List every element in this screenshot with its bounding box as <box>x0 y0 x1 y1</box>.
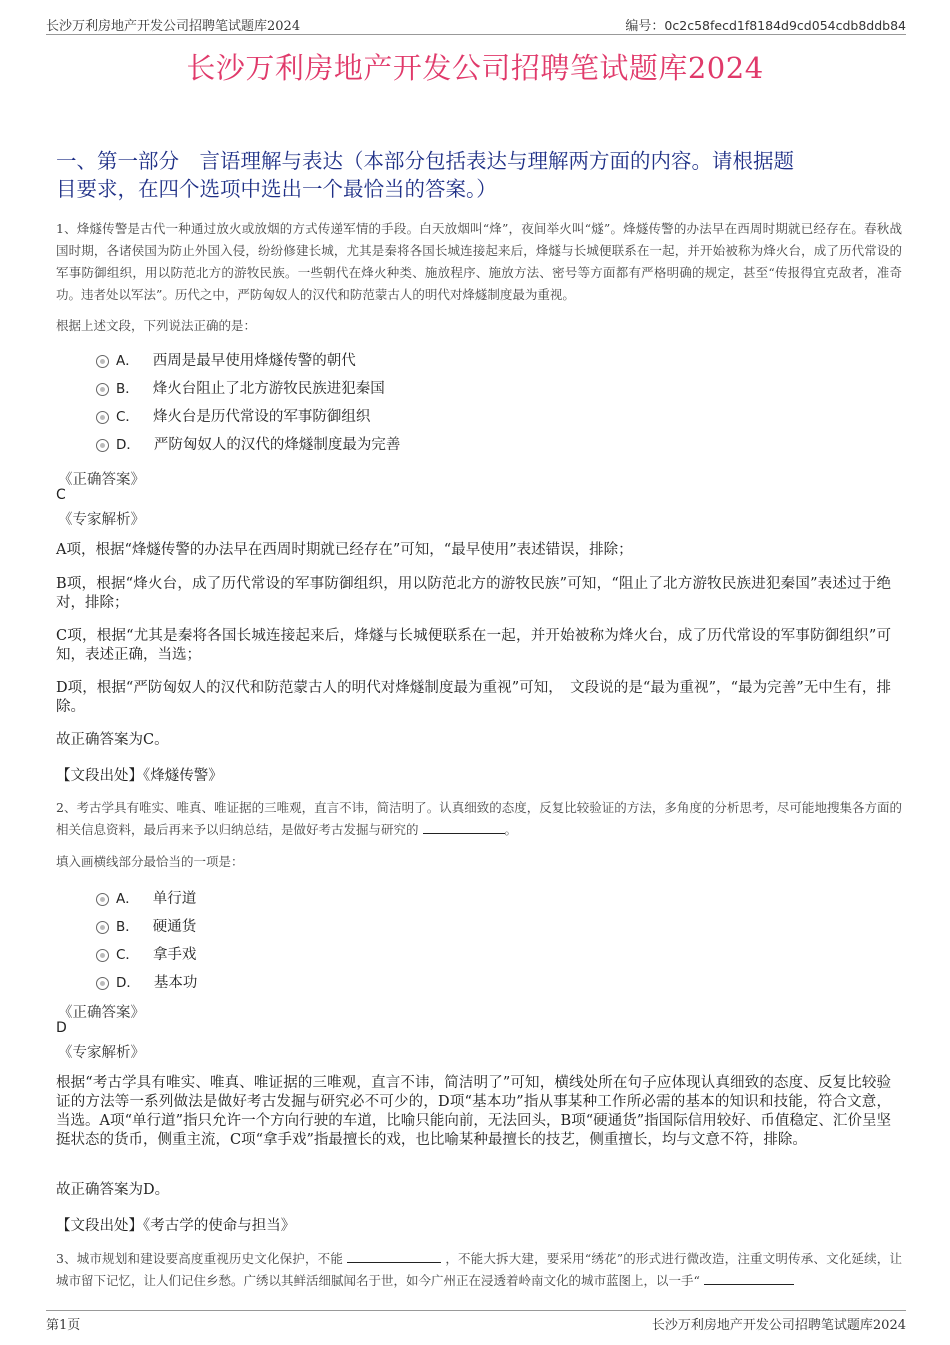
q1-option-c[interactable]: C． 烽火台是历代常设的军事防御组织 <box>96 405 370 427</box>
q2-option-b[interactable]: B． 硬通货 <box>96 915 196 937</box>
radio-icon[interactable] <box>96 439 109 452</box>
radio-icon[interactable] <box>96 977 109 990</box>
q1-source: 【文段出处】《烽燧传警》 <box>56 768 223 784</box>
q2-option-c[interactable]: C． 拿手戏 <box>96 943 196 965</box>
question-1-text: 1、烽燧传警是古代一种通过放火或放烟的方式传递军情的手段。白天放烟叫“烽”，夜间举火叫“燧”。烽燧传警的办法早在西周时期就已经存在。春秋战国时期，各诸侯国为防止外国入侵，纷纷修建长城，尤其是秦将各国长城连接起来后，烽燧与长城便联系在一起，并开始被称为烽火台，成了历代常设的军事防御组织，用以防范北方的游牧民族。一些朝代在烽火种类、施放程序、施放方法、密号等方面都有严格明确的规定，甚至“传报得宜克敌者，准奇功。违者处以军法”。历代之中，严防匈奴人的汉代和防范蒙古人的明代对烽燧制度最为重视。 <box>56 221 902 302</box>
q2-analysis-label: 《专家解析》 <box>58 1045 145 1061</box>
document-title: 长沙万利房地产开发公司招聘笔试题库2024 <box>186 51 764 85</box>
fill-blank <box>704 1272 794 1285</box>
q1-analysis-c: C项，根据“尤其是秦将各国长城连接起来后，烽燧与长城便联系在一起，并开始被称为烽火台，成了历代常设的军事防御组织”可知，表述正确，当选； <box>56 628 891 663</box>
q2-answer: D <box>56 1020 67 1036</box>
question-2-prompt: 填入画横线部分最恰当的一项是： <box>56 854 244 869</box>
footer-doc-title: 长沙万利房地产开发公司招聘笔试题库2024 <box>651 1318 906 1333</box>
q1-analysis-b: B项，根据“烽火台，成了历代常设的军事防御组织，用以防范北方的游牧民族”可知，“阻止了北方游牧民族进犯秦国”表述过于绝对，排除； <box>56 576 891 611</box>
q1-option-a[interactable]: A． 西周是最早使用烽燧传警的朝代 <box>96 349 356 371</box>
header-id-label: 编号： <box>625 19 665 34</box>
q2-answer-label: 《正确答案》 <box>58 1005 145 1021</box>
q1-analysis-label: 《专家解析》 <box>58 512 145 528</box>
q1-option-b[interactable]: B． 烽火台阻止了北方游牧民族进犯秦国 <box>96 377 385 399</box>
q1-analysis-d: D项，根据“严防匈奴人的汉代和防范蒙古人的明代对烽燧制度最为重视”可知， 文段说的是“最为重视”，“最为完善”无中生有，排除。 <box>56 680 891 715</box>
fill-blank <box>347 1250 441 1263</box>
q1-analysis-a: A项，根据“烽燧传警的办法早在西周时期就已经存在”可知，“最早使用”表述错误，排除； <box>56 542 633 558</box>
radio-icon[interactable] <box>96 355 109 368</box>
q2-analysis: 根据“考古学具有唯实、唯真、唯证据的三唯观，直言不讳，简洁明了”可知，横线处所在句子应体现认真细致的态度、反复比较验证的方法等一系列做法是做好考古发掘与研究必不可少的，D项“基本功”指从事某种工作所必需的基本的知识和技能，符合文意，当选。A项“单行道”指只允许一个方向行驶的车道，比喻只能向前，无法回头，B项“硬通货”指国际信用较好、币值稳定、汇价呈坚挺状态的货币，侧重主流，C项“拿手戏”指最擅长的戏，也比喻某种最擅长的技艺，侧重擅长，均与文意不符，排除。 <box>56 1075 891 1148</box>
radio-icon[interactable] <box>96 949 109 962</box>
page-footer <box>46 1310 906 1331</box>
section-heading-line1: 一、第一部分 言语理解与表达（本部分包括表达与理解两方面的内容。请根据题 <box>56 149 794 173</box>
question-3-text: 3、城市规划和建设要高度重视历史文化保护，不能 ，不能大拆大建，要采用“绣花”的形式进行微改造，注重文明传承、文化延续，让城市留下记忆，让人们记住乡愁。广绣以其鲜活细腻闻名于世，如今广州正在浸透着岭南文化的城市蓝图上，以一手“ <box>56 1251 902 1288</box>
page-header <box>46 14 906 35</box>
section-heading <box>56 147 896 203</box>
header-id-code: 0c2c58fecd1f8184d9cd054cdb8ddb84 <box>664 18 906 33</box>
radio-icon[interactable] <box>96 411 109 424</box>
q1-answer: C <box>56 487 66 503</box>
question-1-prompt: 根据上述文段，下列说法正确的是： <box>56 318 257 333</box>
radio-icon[interactable] <box>96 893 109 906</box>
header-doc-id <box>625 15 906 34</box>
footer-page-number: 第1页 <box>46 1318 81 1333</box>
q1-conclusion: 故正确答案为C。 <box>56 732 169 748</box>
q1-option-d[interactable]: D． 严防匈奴人的汉代的烽燧制度最为完善 <box>96 433 400 455</box>
q2-source: 【文段出处】《考古学的使命与担当》 <box>56 1218 296 1234</box>
section-heading-line2: 目要求，在四个选项中选出一个最恰当的答案。） <box>56 177 497 201</box>
question-2-text: 2、考古学具有唯实、唯真、唯证据的三唯观，直言不讳，简洁明了。认真细致的态度，反复比较验证的方法，多角度的分析思考，尽可能地搜集各方面的相关信息资料，最后再来予以归纳总结，是做好考古发掘与研究的 。 <box>56 800 902 837</box>
radio-icon[interactable] <box>96 383 109 396</box>
header-doc-title: 长沙万利房地产开发公司招聘笔试题库2024 <box>46 19 301 34</box>
radio-icon[interactable] <box>96 921 109 934</box>
q2-option-d[interactable]: D． 基本功 <box>96 971 197 993</box>
q2-conclusion: 故正确答案为D。 <box>56 1182 170 1198</box>
q2-option-a[interactable]: A． 单行道 <box>96 887 196 909</box>
q1-answer-label: 《正确答案》 <box>58 472 145 488</box>
fill-blank <box>423 821 505 834</box>
